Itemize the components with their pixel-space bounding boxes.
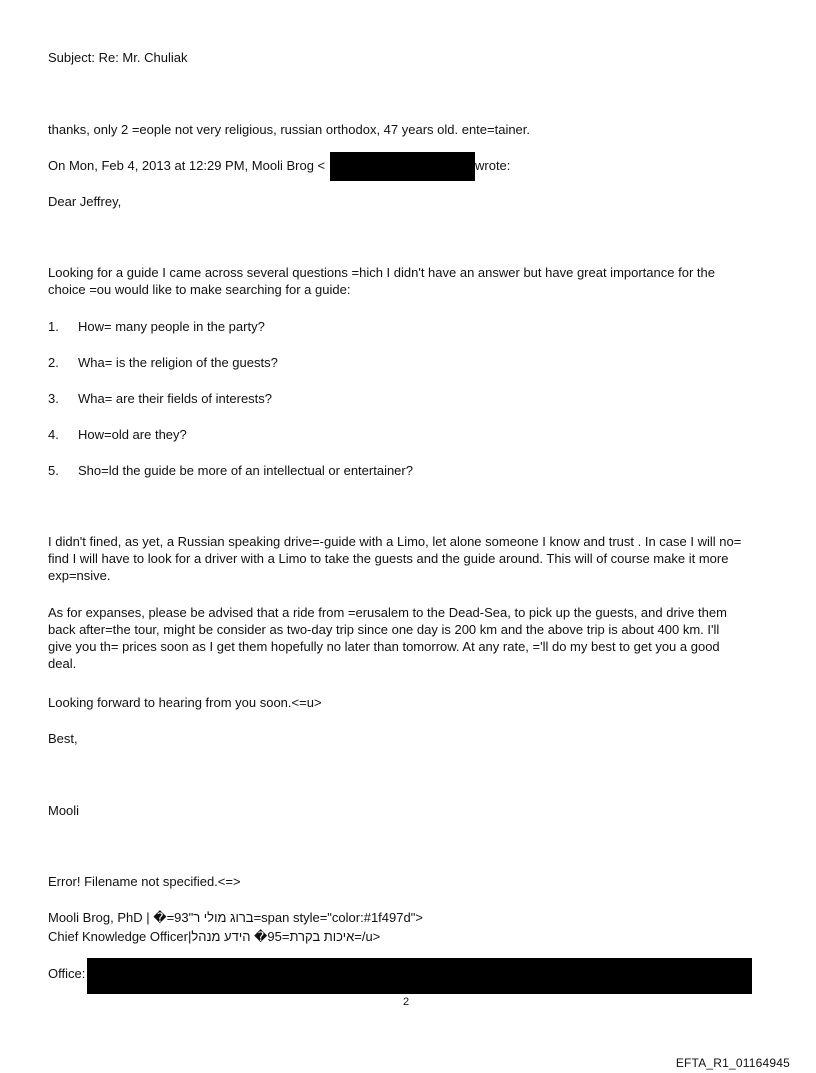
question-text: Wha= is the religion of the guests?	[78, 355, 278, 370]
error-line: Error! Filename not specified.<=>	[48, 874, 241, 889]
quote-header-suffix: wrote:	[475, 158, 511, 173]
driver-line: find I will have to look for a driver with a Limo to take the guests and the guide around. This will of course make it more	[48, 551, 729, 566]
quote-header	[48, 157, 325, 174]
signature-line-1: Mooli Brog, PhD | �=93"ברוג מולי ר=span style="color:#1f497d">	[48, 910, 423, 925]
intro-line: Looking for a guide I came across several questions =hich I didn't have an answer but have great importance for the	[48, 265, 715, 280]
question-number: 3.	[48, 391, 59, 406]
closing: Best,	[48, 731, 78, 746]
question-number: 1.	[48, 319, 59, 334]
question-number: 5.	[48, 463, 59, 478]
question-number: 2.	[48, 355, 59, 370]
bates-number: EFTA_R1_01164945	[675, 1056, 790, 1070]
expenses-line: back after=the tour, might be consider as two-day trip since one day is 200 km and the above trip is about 400 km. I'll	[48, 622, 720, 637]
driver-paragraph	[48, 533, 766, 584]
question-text: Wha= are their fields of interests?	[78, 391, 273, 406]
question-text: How= many people in the party?	[78, 319, 265, 334]
greeting: Dear Jeffrey,	[48, 194, 122, 209]
signoff-name: Mooli	[48, 803, 80, 818]
redaction-email	[330, 152, 475, 181]
page-number: 2	[403, 996, 410, 1008]
quote-header-prefix: On Mon, Feb 4, 2013 at 12:29 PM, Mooli Brog <	[48, 158, 326, 173]
expenses-line: deal.	[48, 656, 77, 671]
driver-line: I didn't fined, as yet, a Russian speaking drive=-guide with a Limo, let alone someone I know and trust . In case I will no=	[48, 534, 742, 549]
looking-forward: Looking forward to hearing from you soon.<=u>	[48, 695, 322, 710]
subject-line: Subject: Re: Mr. Chuliak	[48, 50, 188, 65]
signature-line-2: Chief Knowledge Officer|איכות בקרת=95� הידע מנהל=/u>	[48, 929, 381, 944]
driver-line: exp=nsive.	[48, 568, 111, 583]
question-text: Sho=ld the guide be more of an intellectual or entertainer?	[78, 463, 413, 478]
reply-text: thanks, only 2 =eople not very religious, russian orthodox, 47 years old. ente=tainer.	[48, 122, 531, 137]
expenses-paragraph	[48, 604, 766, 672]
expenses-line: As for expanses, please be advised that a ride from =erusalem to the Dead-Sea, to pick up the guests, and drive them	[48, 605, 727, 620]
expenses-line: give you th= prices soon as I get them hopefully no later than tomorrow. At any rate, ='ll do my best to get you a good	[48, 639, 720, 654]
question-number: 4.	[48, 427, 59, 442]
intro-paragraph	[48, 264, 766, 298]
intro-line: choice =ou would like to make searching for a guide:	[48, 282, 351, 297]
redaction-office	[87, 958, 752, 994]
question-text: How=old are they?	[78, 427, 187, 442]
office-label: Office:	[48, 966, 86, 981]
